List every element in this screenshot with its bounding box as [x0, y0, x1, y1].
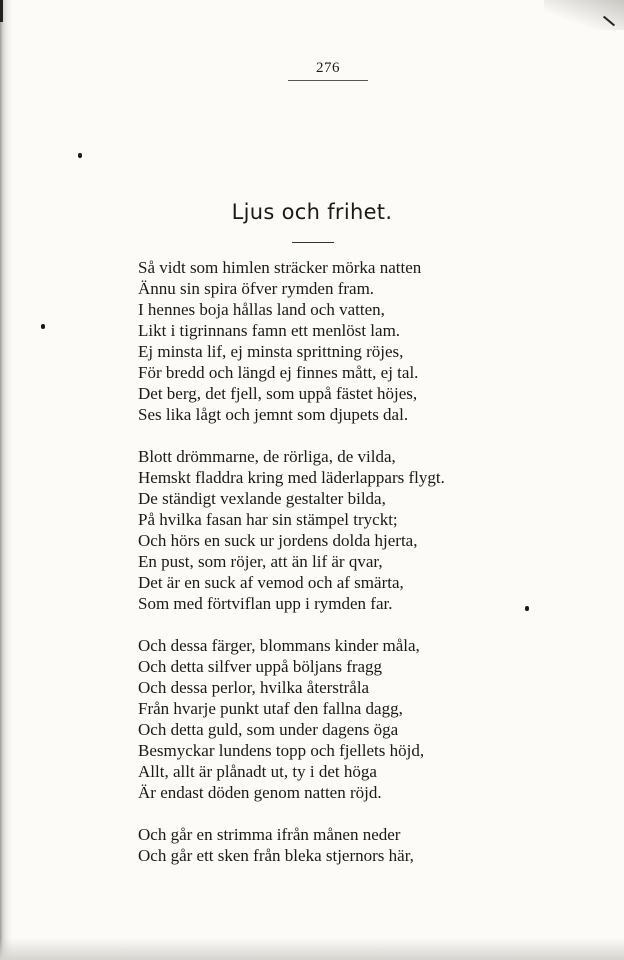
page-spine-shadow — [0, 0, 12, 960]
page-bottom-shadow — [0, 938, 624, 960]
poem-line: Besmyckar lundens topp och fjellets höjd, — [138, 741, 425, 760]
poem-line: Är endast döden genom natten röjd. — [138, 783, 382, 802]
poem-line: Ej minsta lif, ej minsta sprittning röjes, — [138, 342, 404, 361]
stanza-3 — [138, 635, 498, 803]
poem-title: Ljus och frihet. — [231, 200, 393, 224]
poem-line: Allt, allt är plånadt ut, ty i det höga — [138, 762, 377, 781]
poem-line: Ännu sin spira öfver rymden fram. — [138, 279, 375, 298]
poem-line: De ständigt vexlande gestalter bilda, — [138, 489, 386, 508]
poem-line: Som med förtviflan upp i rymden far. — [138, 594, 393, 613]
poem-line: Och går en strimma ifrån månen neder — [138, 825, 401, 844]
stanza-1 — [138, 257, 498, 425]
poem-line: Och hörs en suck ur jordens dolda hjerta, — [138, 531, 418, 550]
poem-line: I hennes boja hållas land och vatten, — [138, 300, 385, 319]
title-rule — [292, 242, 334, 243]
poem-line: På hvilka fasan har sin stämpel tryckt; — [138, 510, 398, 529]
poem-line: Likt i tigrinnans famn ett menlöst lam. — [138, 321, 401, 340]
poem-line: Och dessa färger, blommans kinder måla, — [138, 636, 420, 655]
poem-line: Och detta silfver uppå böljans fragg — [138, 657, 383, 676]
poem-body — [138, 257, 498, 887]
ink-speck — [525, 606, 529, 611]
spine-mark — [0, 0, 3, 22]
poem-line: Så vidt som himlen sträcker mörka natten — [138, 258, 422, 277]
poem-line: En pust, som röjer, att än lif är qvar, — [138, 552, 383, 571]
poem-line: Blott drömmarne, de rörliga, de vilda, — [138, 447, 396, 466]
poem-line: Det berg, det fjell, som uppå fästet höjes, — [138, 384, 418, 403]
stanza-4 — [138, 824, 498, 866]
stanza-2 — [138, 446, 498, 614]
poem-line: Från hvarje punkt utaf den fallna dagg, — [138, 699, 403, 718]
ink-speck — [78, 153, 82, 158]
ink-speck — [41, 324, 45, 329]
poem-line: Hemskt fladdra kring med läderlappars flygt. — [138, 468, 445, 487]
poem-line: För bredd och längd ej finnes mått, ej tal. — [138, 363, 419, 382]
poem-line: Ses lika lågt och jemnt som djupets dal. — [138, 405, 409, 424]
page-number-rule — [288, 80, 368, 81]
poem-line: Och går ett sken från bleka stjernors här, — [138, 846, 414, 865]
page-number: 276 — [316, 60, 340, 76]
poem-line: Och dessa perlor, hvilka återstråla — [138, 678, 370, 697]
poem-line: Det är en suck af vemod och af smärta, — [138, 573, 404, 592]
poem-line: Och detta guld, som under dagens öga — [138, 720, 399, 739]
